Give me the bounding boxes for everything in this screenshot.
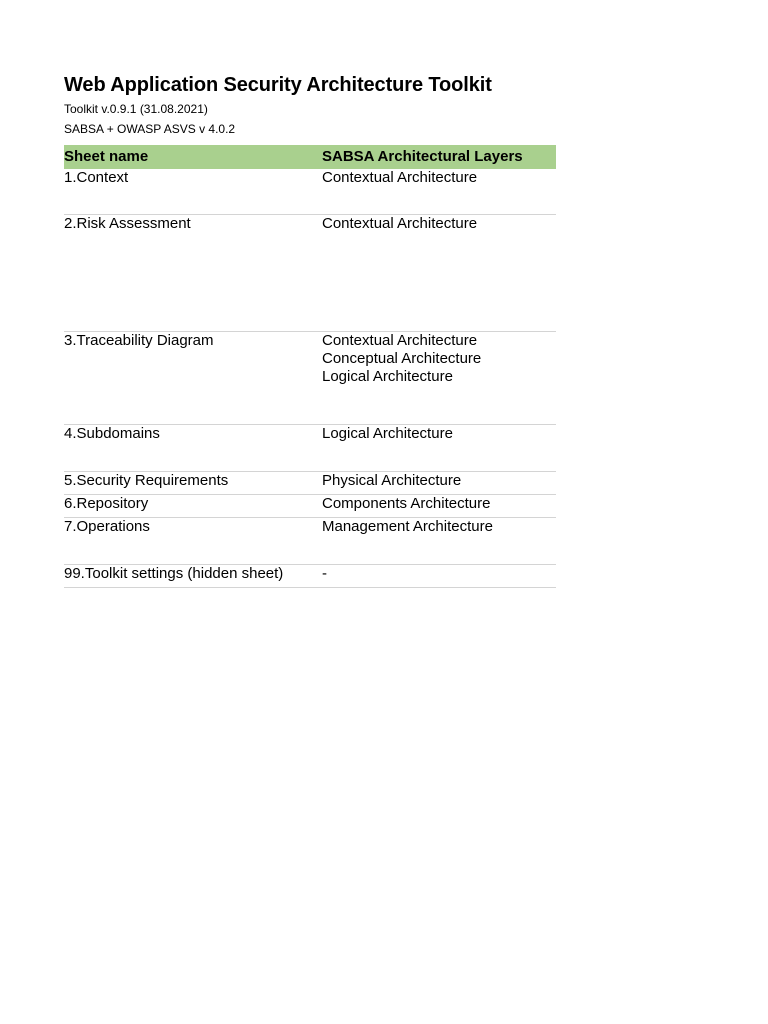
row-sheet-name: 1.Context	[64, 169, 129, 186]
sheet-table	[64, 145, 556, 588]
row-layers	[322, 565, 556, 587]
row-sheet-name: 5.Security Requirements	[64, 472, 229, 489]
layer-label: Logical Architecture	[322, 425, 453, 442]
header-sabsa-layers: SABSA Architectural Layers	[322, 148, 523, 165]
row-layers	[322, 425, 556, 471]
row-sheet-name: 3.Traceability Diagram	[64, 332, 214, 349]
document	[64, 72, 556, 588]
row-sheet-name: 4.Subdomains	[64, 425, 160, 442]
row-layers	[322, 332, 556, 424]
table-row	[64, 169, 556, 215]
standards-line: SABSA + OWASP ASVS v 4.0.2	[64, 122, 236, 136]
row-sheet-name: 2.Risk Assessment	[64, 215, 191, 232]
row-layers	[322, 472, 556, 494]
table-row	[64, 425, 556, 472]
layer-label: Conceptual Architecture	[322, 350, 482, 367]
layer-label: -	[322, 565, 327, 582]
row-layers	[322, 215, 556, 331]
table-row	[64, 472, 556, 495]
table-row	[64, 565, 556, 588]
table-row	[64, 215, 556, 332]
layer-label: Management Architecture	[322, 518, 493, 535]
table-row	[64, 518, 556, 565]
document-title: Web Application Security Architecture Toolkit	[64, 74, 492, 96]
version-line: Toolkit v.0.9.1 (31.08.2021)	[64, 102, 208, 116]
layer-label: Contextual Architecture	[322, 169, 478, 186]
row-layers	[322, 495, 556, 517]
layer-label: Components Architecture	[322, 495, 491, 512]
layer-label: Contextual Architecture	[322, 215, 478, 232]
layer-label: Physical Architecture	[322, 472, 462, 489]
layer-label: Contextual Architecture	[322, 332, 478, 349]
row-layers	[322, 169, 556, 214]
table-row	[64, 332, 556, 425]
table-row	[64, 495, 556, 518]
table-header-row	[64, 145, 556, 169]
layer-label: Logical Architecture	[322, 368, 453, 385]
header-sheet-name: Sheet name	[64, 148, 149, 165]
row-layers	[322, 518, 556, 564]
row-sheet-name: 6.Repository	[64, 495, 149, 512]
row-sheet-name: 99.Toolkit settings (hidden sheet)	[64, 565, 284, 582]
row-sheet-name: 7.Operations	[64, 518, 150, 535]
